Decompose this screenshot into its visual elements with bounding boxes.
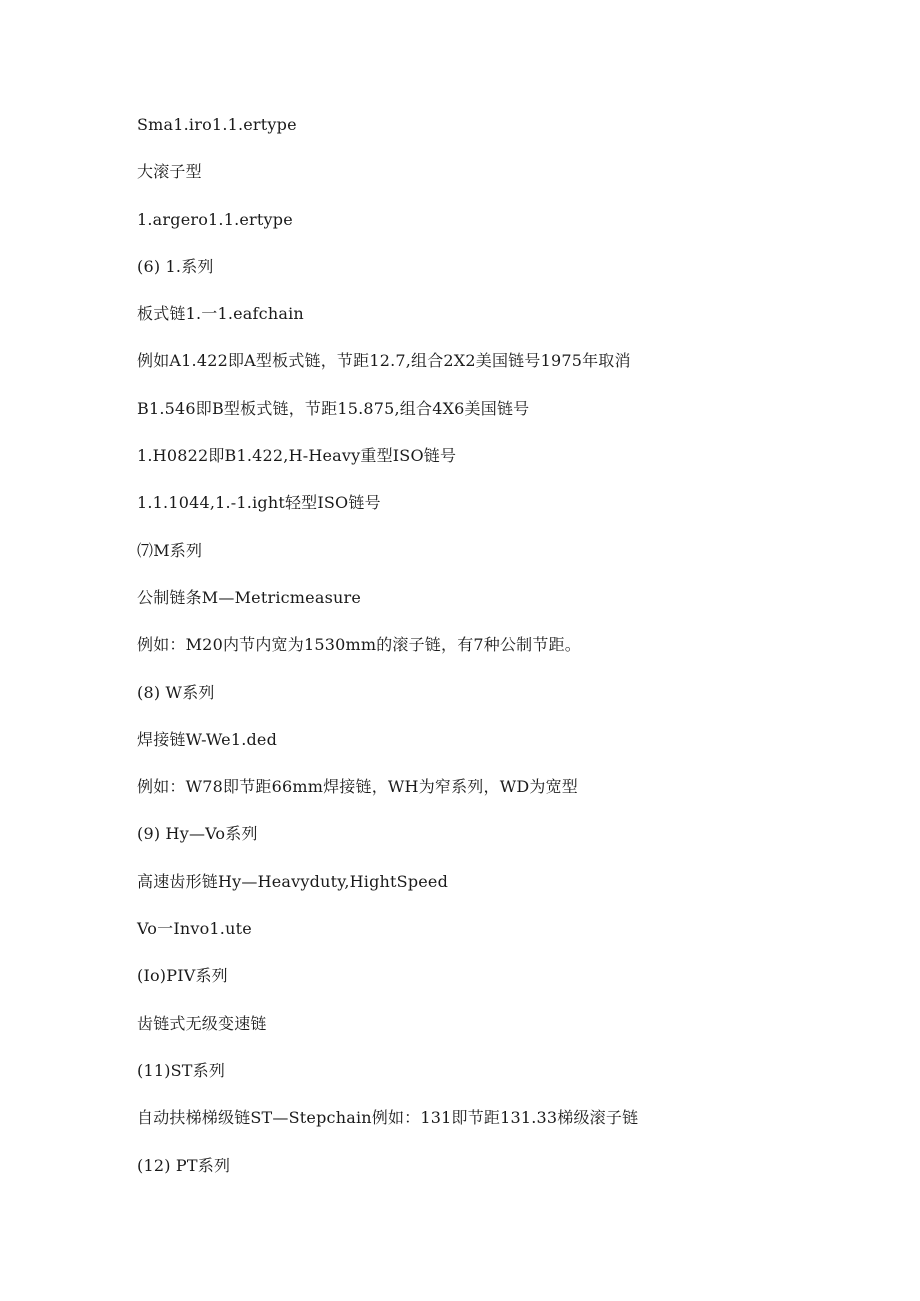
text-line: 大滚子型 (137, 162, 202, 182)
text-line: 板式链1.一1.eafchain (137, 304, 304, 324)
text-line: 例如：M20内节内宽为1530mm的滚子链，有7种公制节距。 (137, 635, 581, 655)
document-body (137, 112, 857, 1200)
text-line: 例如：W78即节距66mm焊接链，WH为窄系列，WD为宽型 (137, 777, 578, 797)
section-heading: (8) W系列 (137, 682, 215, 702)
text-line: 1.1.1044,1.-1.ight轻型ISO链号 (137, 493, 381, 513)
text-line: 1.argero1.1.ertype (137, 209, 293, 229)
section-heading: (6) 1.系列 (137, 256, 214, 276)
text-line: 例如A1.422即A型板式链，节距12.7,组合2X2美国链号1975年取消 (137, 351, 631, 371)
section-heading: (9) Hy—Vo系列 (137, 824, 258, 844)
section-heading: (12) PT系列 (137, 1155, 231, 1175)
text-line: Vo一Invo1.ute (137, 919, 252, 939)
text-line: Sma1.iro1.1.ertype (137, 115, 297, 134)
text-line: 公制链条M—Metricmeasure (137, 587, 362, 607)
section-heading: (11)ST系列 (137, 1060, 226, 1080)
text-line: 1.H0822即B1.422,H-Heavy重型ISO链号 (137, 446, 457, 466)
section-heading: ⑺M系列 (137, 540, 203, 560)
text-line: 焊接链W-We1.ded (137, 729, 278, 749)
text-line: 高速齿形链Hy—Heavyduty,HightSpeed (137, 871, 449, 891)
text-line: 齿链式无级变速链 (137, 1013, 267, 1033)
text-line: B1.546即B型板式链，节距15.875,组合4X6美国链号 (137, 398, 530, 418)
section-heading: (Io)PIV系列 (137, 966, 228, 986)
text-line: 自动扶梯梯级链ST—Stepchain例如：131即节距131.33梯级滚子链 (137, 1108, 639, 1128)
